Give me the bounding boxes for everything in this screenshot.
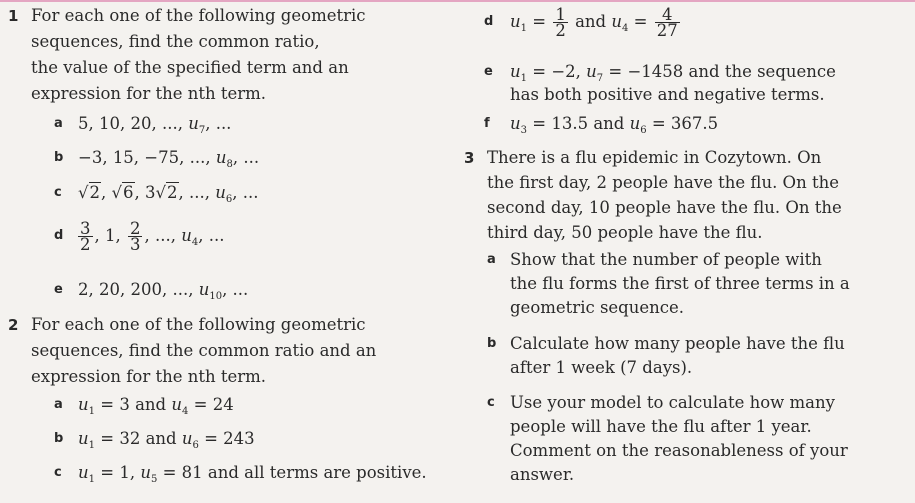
- q1b-sequence: −3, 15, −75, ..., $u_8$, ...: [78, 148, 260, 170]
- fraction: $\frac{1}{2}$: [555, 5, 566, 40]
- question-3-number: 3: [464, 149, 475, 167]
- q1e-label: e: [54, 282, 63, 297]
- q3a-text-line: the flu forms the first of three terms in a: [510, 274, 850, 293]
- q2-text-line: For each one of the following geometric: [31, 315, 366, 334]
- q1c-sequence: √2, √6, 3√2, ..., $u_6$, ...: [78, 183, 259, 205]
- q1d-sequence: $\frac{3}{2}$ , 1, $\frac{2}{3}$ , ..., $u_4$, ...: [80, 219, 225, 254]
- q1d-right-condition: $u_1$ = $\frac{1}{2}$ and $u_4$ = $\frac{4}{27}$: [510, 5, 678, 40]
- q1f-right-condition: $u_3 = 13.5$ and $u_6 = 367.5$: [510, 114, 719, 136]
- q1e-sequence: 2, 20, 200, ..., $u_{10}$, ...: [78, 280, 249, 302]
- q3b-text-line: after 1 week (7 days).: [510, 358, 693, 377]
- q2a-label: a: [54, 397, 63, 412]
- q2b-condition: $u_1 = 32$ and $u_6 = 243$: [78, 429, 255, 451]
- q2-text-line: sequences, find the common ratio and an: [31, 341, 377, 360]
- q1-text-line: sequences, find the common ratio,: [31, 32, 320, 51]
- q1a-sequence: 5, 10, 20, ..., $u_7$, ...: [78, 114, 232, 136]
- q3c-text-line: answer.: [510, 465, 575, 484]
- q3b-label: b: [487, 336, 497, 351]
- q3c-label: c: [487, 395, 495, 410]
- q1e-right-condition-line2: has both positive and negative terms.: [510, 85, 825, 104]
- top-rule: [0, 0, 915, 2]
- question-1-number: 1: [8, 7, 19, 25]
- q1f-right-label: f: [484, 116, 490, 131]
- q1-text-line: For each one of the following geometric: [31, 6, 366, 25]
- q3-text-line: third day, 50 people have the flu.: [487, 223, 763, 242]
- q2-text-line: expression for the nth term.: [31, 367, 267, 386]
- sqrt-sign: √2: [78, 183, 101, 202]
- q2b-label: b: [54, 431, 64, 446]
- fraction: $\frac{3}{2}$: [80, 219, 91, 254]
- q1e-right-condition: $u_1 = -2$, $u_7 = -1458$ and the sequence: [510, 62, 836, 84]
- fraction: $\frac{2}{3}$: [129, 219, 141, 254]
- q1-text-line: the value of the specified term and an: [31, 58, 349, 77]
- q1b-label: b: [54, 150, 64, 165]
- q1d-label: d: [54, 228, 64, 243]
- q1-text-line: expression for the nth term.: [31, 84, 267, 103]
- q3a-label: a: [487, 252, 496, 267]
- q3c-text-line: Use your model to calculate how many: [510, 393, 835, 412]
- q3b-text-line: Calculate how many people have the flu: [510, 334, 845, 353]
- fraction: $\frac{4}{27}$: [656, 5, 678, 40]
- q3c-text-line: Comment on the reasonableness of your: [510, 441, 848, 460]
- sqrt-sign: √6: [111, 183, 134, 202]
- sqrt-sign: √2: [155, 183, 178, 202]
- q3c-text-line: people will have the flu after 1 year.: [510, 417, 812, 436]
- q3a-text-line: geometric sequence.: [510, 298, 685, 317]
- q2c-condition: $u_1 = 1$, $u_5 = 81$ and all terms are positive.: [78, 463, 427, 485]
- q1c-label: c: [54, 185, 62, 200]
- q2c-label: c: [54, 465, 62, 480]
- q3-text-line: There is a flu epidemic in Cozytown. On: [487, 148, 822, 167]
- question-2-number: 2: [8, 316, 19, 334]
- q3-text-line: second day, 10 people have the flu. On the: [487, 198, 842, 217]
- q3-text-line: the first day, 2 people have the flu. On the: [487, 173, 839, 192]
- q1d-right-label: d: [484, 14, 494, 29]
- q1e-right-label: e: [484, 64, 493, 79]
- q2a-condition: $u_1 = 3$ and $u_4 = 24$: [78, 395, 234, 417]
- q3a-text-line: Show that the number of people with: [510, 250, 822, 269]
- q1a-label: a: [54, 116, 63, 131]
